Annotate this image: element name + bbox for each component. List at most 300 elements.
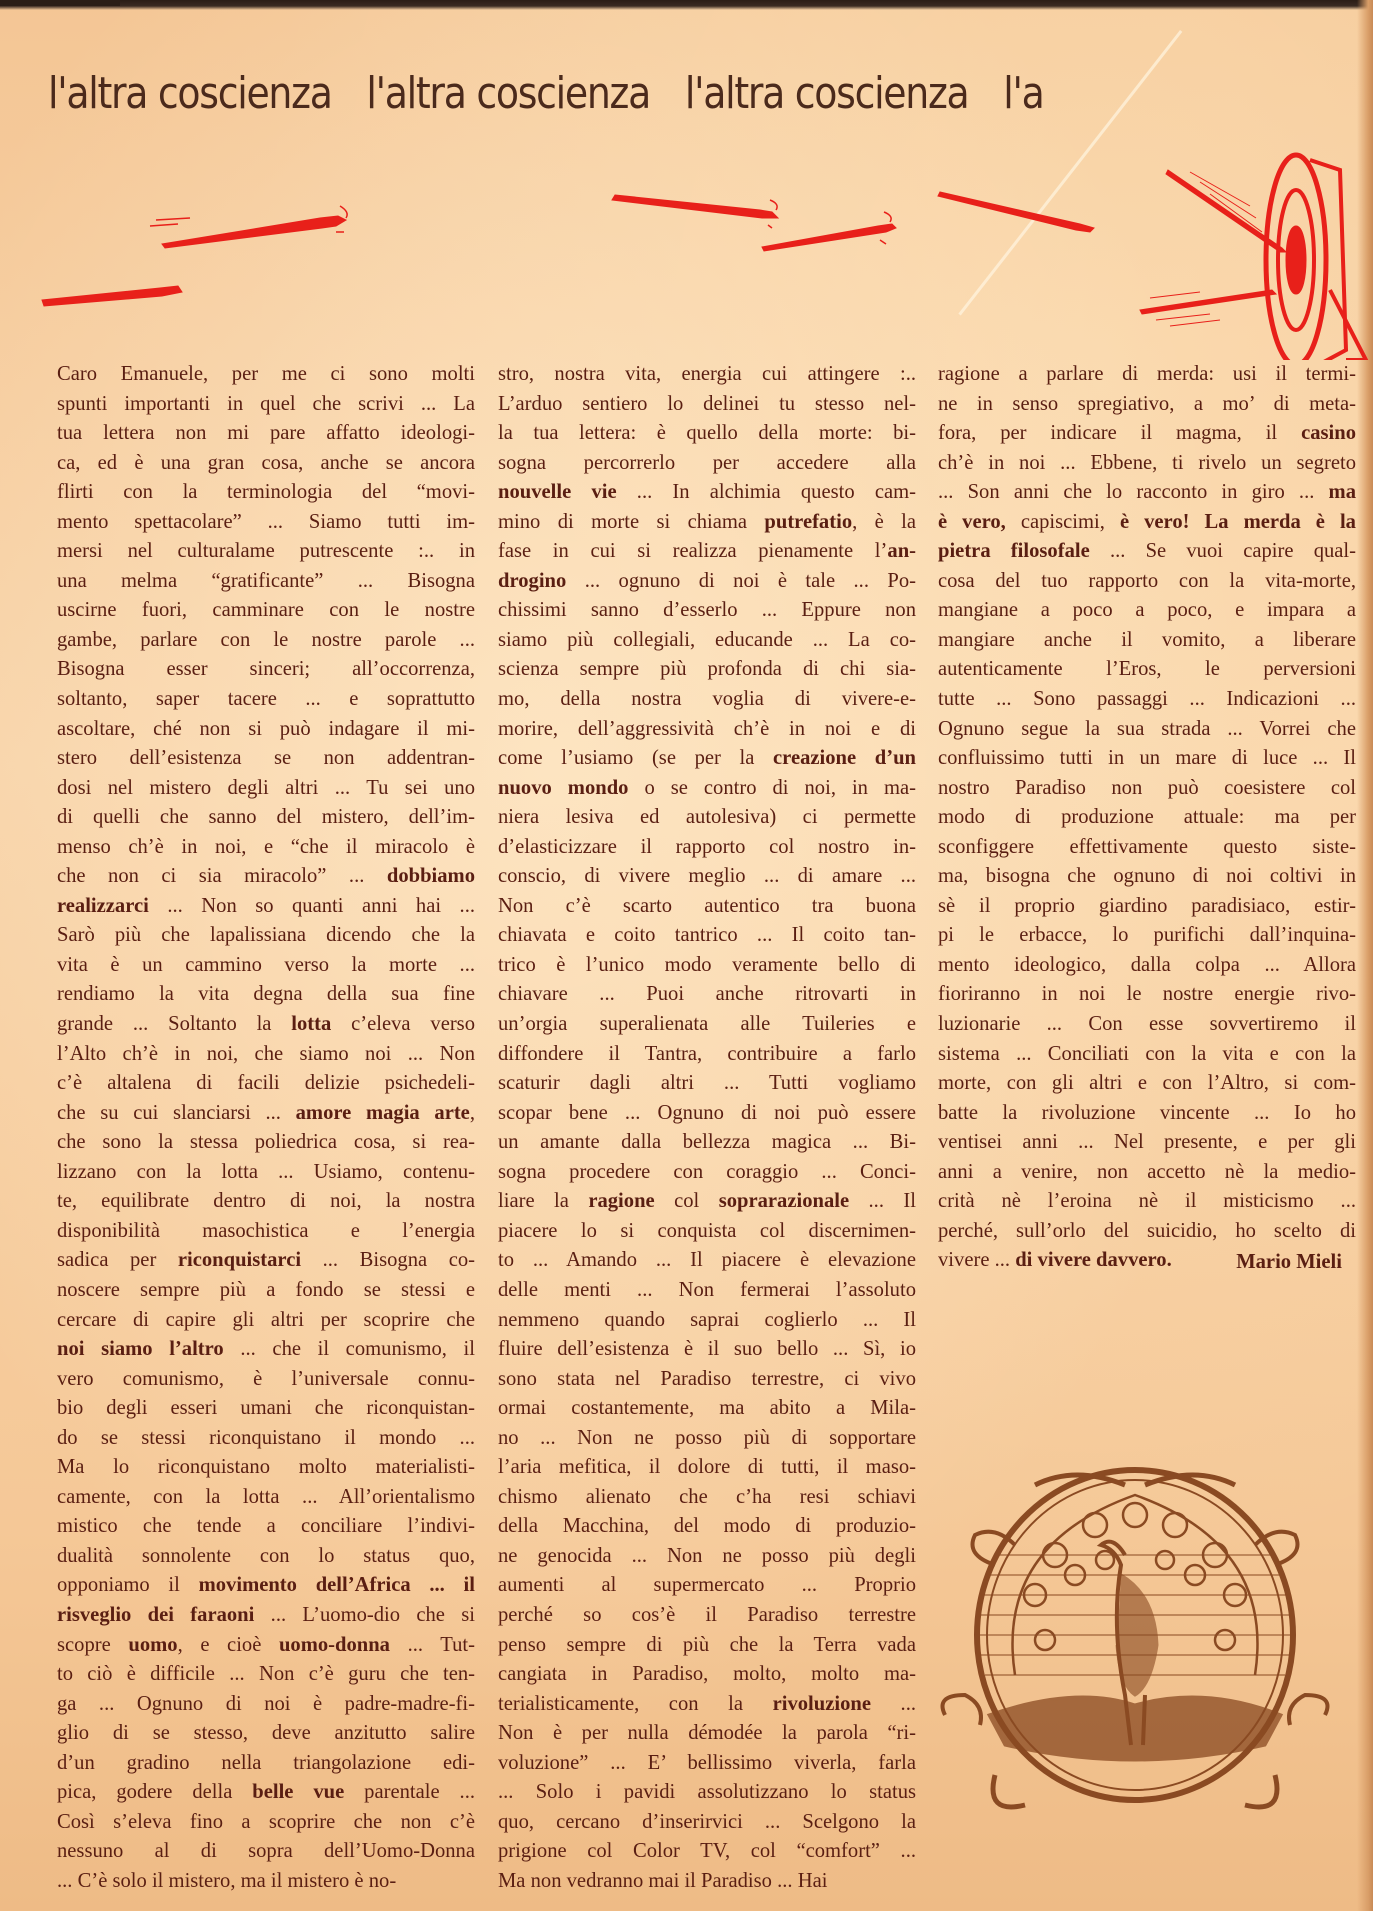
article-line bbox=[938, 1010, 1356, 1040]
bold-text: putrefatio bbox=[764, 510, 853, 533]
text-run: crità nè l’eroina nè il misticismo ... bbox=[938, 1190, 1356, 1213]
text-run: la tua lettera: è quello della morte: bi- bbox=[498, 422, 916, 445]
article-line bbox=[57, 1187, 475, 1217]
bold-text: creazione d’un bbox=[773, 747, 917, 770]
text-run: ormai costantemente, ma abito a Mila- bbox=[498, 1397, 916, 1420]
article-line bbox=[57, 390, 475, 420]
article-line bbox=[57, 1719, 475, 1749]
text-run: stro, nostra vita, energia cui attingere :.. bbox=[498, 363, 916, 385]
article-line bbox=[938, 360, 1356, 390]
text-run: ne in senso spregiativo, a mo’ di meta- bbox=[938, 392, 1356, 415]
article-line bbox=[57, 1867, 475, 1897]
article-line bbox=[57, 1571, 475, 1601]
article-line bbox=[57, 655, 475, 685]
text-run: mino di morte si chiama bbox=[498, 510, 765, 533]
article-line bbox=[57, 1778, 475, 1808]
article-line bbox=[498, 1778, 916, 1808]
text-run: dualità sonnolente con lo status quo, bbox=[57, 1544, 475, 1567]
text-run: sconfiggere effettivamente questo siste- bbox=[938, 835, 1356, 858]
article-line bbox=[57, 419, 475, 449]
text-run: chiavare ... Puoi anche ritrovarti in bbox=[498, 983, 916, 1006]
bold-text: rivoluzione bbox=[772, 1692, 871, 1715]
text-run: vita è un cammino verso la morte ... bbox=[57, 953, 475, 976]
text-run: sadica per bbox=[57, 1249, 178, 1272]
text-run: liare la bbox=[498, 1190, 589, 1213]
text-run: voluzione” ... E’ bellissimo viverla, farla bbox=[498, 1751, 916, 1774]
article-line bbox=[57, 1749, 475, 1779]
article-line bbox=[498, 626, 916, 656]
text-run: vero comunismo, è l’universale connu- bbox=[57, 1367, 475, 1390]
article-line bbox=[498, 1187, 916, 1217]
bold-text: è vero! La merda è la bbox=[1119, 510, 1356, 533]
text-run: aumenti al supermercato ... Proprio bbox=[498, 1574, 916, 1597]
article-line bbox=[57, 921, 475, 951]
text-run: disponibilità masochistica e l’energia bbox=[57, 1219, 475, 1242]
bold-text: movimento dell’Africa ... il bbox=[198, 1574, 475, 1597]
text-run: luzionarie ... Con esse sovvertiremo il bbox=[938, 1013, 1356, 1036]
author-signature: Mario Mieli bbox=[1236, 1251, 1342, 1273]
text-run: sè il proprio giardino paradisiaco, estir- bbox=[938, 894, 1356, 917]
text-run: d’elasticizzare il rapporto col nostro in- bbox=[498, 835, 916, 858]
text-run: mangiare anche il vomito, a liberare bbox=[938, 628, 1356, 651]
article-line bbox=[938, 892, 1356, 922]
text-run: parentale ... bbox=[344, 1781, 476, 1804]
bold-text: drogino bbox=[498, 569, 567, 592]
text-run: fioriranno in noi le nostre energie rivo- bbox=[938, 983, 1356, 1006]
article-line bbox=[498, 715, 916, 745]
text-run: tua lettera non mi pare affatto ideologi- bbox=[57, 422, 475, 445]
bold-text: amore magia arte bbox=[295, 1101, 470, 1124]
article-line bbox=[938, 1040, 1356, 1070]
text-run: tutte ... Sono passaggi ... Indicazioni ... bbox=[938, 688, 1356, 711]
article-line bbox=[57, 892, 475, 922]
article-line bbox=[57, 1010, 475, 1040]
article-line bbox=[57, 862, 475, 892]
article-line bbox=[938, 449, 1356, 479]
article-line bbox=[57, 1040, 475, 1070]
article-line bbox=[498, 1690, 916, 1720]
text-run: d’un gradino nella triangolazione edi- bbox=[57, 1751, 475, 1774]
article-line bbox=[57, 626, 475, 656]
pens-and-target-illustration bbox=[0, 120, 1373, 360]
text-run: un amante dalla bellezza magica ... Bi- bbox=[498, 1131, 916, 1154]
article-line bbox=[498, 390, 916, 420]
text-run: l’Alto ch’è in noi, che siamo noi ... Non bbox=[57, 1042, 475, 1065]
article-line bbox=[938, 774, 1356, 804]
bold-text: ma bbox=[1328, 481, 1356, 504]
article-line bbox=[938, 596, 1356, 626]
text-run: menso ch’è in noi, e “che il miracolo è bbox=[57, 835, 475, 858]
article-line bbox=[938, 803, 1356, 833]
text-run: fora, per indicare il magma, il bbox=[938, 422, 1302, 445]
article-line bbox=[498, 685, 916, 715]
article-line bbox=[938, 626, 1356, 656]
article-line bbox=[57, 1306, 475, 1336]
article-line bbox=[57, 508, 475, 538]
text-run: sistema ... Conciliati con la vita e con la bbox=[938, 1042, 1356, 1065]
text-run: Caro Emanuele, per me ci sono molti bbox=[57, 363, 475, 385]
article-line bbox=[498, 1453, 916, 1483]
article-line bbox=[938, 419, 1356, 449]
text-run: o se contro di noi, in ma- bbox=[628, 776, 916, 799]
article-line bbox=[498, 1867, 916, 1897]
text-run: chissimi sanno d’esserlo ... Eppure non bbox=[498, 599, 916, 622]
text-run: quo, cercano d’inserirvici ... Scelgono la bbox=[498, 1810, 916, 1833]
bold-text: realizzarci bbox=[57, 894, 149, 917]
article-line bbox=[57, 1690, 475, 1720]
bold-text: di vivere davvero. bbox=[1015, 1249, 1172, 1272]
article-line bbox=[498, 1040, 916, 1070]
article-line bbox=[57, 1394, 475, 1424]
article-line bbox=[57, 1158, 475, 1188]
text-run: to ... Amando ... Il piacere è elevazione bbox=[498, 1249, 916, 1272]
article-line bbox=[938, 980, 1356, 1010]
text-run: ... L’uomo-dio che si bbox=[254, 1603, 475, 1626]
text-run: nostro Paradiso non può coesistere col bbox=[938, 776, 1356, 799]
article-line bbox=[57, 449, 475, 479]
text-run: che su cui slanciarsi ... bbox=[57, 1101, 296, 1124]
text-run: Sarò più che lapalissiana dicendo che la bbox=[57, 924, 475, 947]
article-line bbox=[57, 1335, 475, 1365]
text-run: ragione a parlare di merda: usi il termi- bbox=[938, 363, 1356, 385]
scan-top-edge bbox=[0, 0, 1373, 10]
text-run: come l’usiamo (se per la bbox=[498, 747, 774, 770]
text-run: capiscimi, bbox=[1005, 510, 1120, 533]
article-line bbox=[57, 1246, 475, 1276]
text-run: modo di produzione attuale: ma per bbox=[938, 806, 1356, 829]
text-run: stero dell’esistenza se non addentran- bbox=[57, 747, 475, 770]
article-line bbox=[498, 1631, 916, 1661]
scan-top-edge-shadow bbox=[0, 0, 120, 6]
article-line bbox=[57, 1483, 475, 1513]
text-run: ... Tut- bbox=[389, 1633, 475, 1656]
text-run: vivere ... bbox=[938, 1249, 1016, 1272]
article-line bbox=[498, 1424, 916, 1454]
text-run: dosi nel mistero degli altri ... Tu sei uno bbox=[57, 776, 475, 799]
text-run: ... Son anni che lo racconto in giro ... bbox=[938, 481, 1329, 504]
text-run: ... Il bbox=[849, 1190, 916, 1213]
article-line bbox=[498, 360, 916, 390]
flying-pen-icon bbox=[938, 192, 1094, 232]
text-run: siamo più collegiali, educande ... La co- bbox=[498, 628, 916, 651]
flying-pen-icon bbox=[1140, 290, 1276, 326]
text-run: ... Bisogna co- bbox=[301, 1249, 475, 1272]
article-line bbox=[57, 596, 475, 626]
article-line bbox=[57, 1069, 475, 1099]
text-run: soltanto, saper tacere ... e soprattutto bbox=[57, 688, 475, 711]
article-line bbox=[57, 715, 475, 745]
article-line bbox=[498, 1394, 916, 1424]
text-run: bio degli esseri umani che riconquistan- bbox=[57, 1397, 475, 1420]
article-line bbox=[57, 951, 475, 981]
header-repeat: l'altra coscienza bbox=[48, 68, 332, 119]
text-run: perché so cos’è il Paradiso terrestre bbox=[498, 1603, 916, 1626]
article-line bbox=[498, 1483, 916, 1513]
article-line bbox=[57, 980, 475, 1010]
text-run: do se stessi riconquistano il mondo ... bbox=[57, 1426, 475, 1449]
article-line bbox=[938, 1069, 1356, 1099]
text-run: scopar bene ... Ognuno di noi può essere bbox=[498, 1101, 916, 1124]
text-run: Non è per nulla démodée la parola “ri- bbox=[498, 1722, 916, 1745]
bold-text: casino bbox=[1301, 422, 1356, 445]
text-run: batte la rivoluzione vincente ... Io ho bbox=[938, 1101, 1356, 1124]
article-line bbox=[498, 980, 916, 1010]
text-run: cangiata in Paradiso, molto, molto ma- bbox=[498, 1663, 916, 1686]
article-line bbox=[498, 508, 916, 538]
article-line bbox=[498, 655, 916, 685]
text-run: pica, godere della bbox=[57, 1781, 253, 1804]
article-line bbox=[498, 1099, 916, 1129]
text-run: te, equilibrate dentro di noi, la nostra bbox=[57, 1190, 475, 1213]
article-line bbox=[498, 1837, 916, 1867]
flying-pen-icon bbox=[762, 212, 896, 251]
text-run: , bbox=[469, 1101, 475, 1124]
article-line bbox=[57, 1217, 475, 1247]
article-line bbox=[57, 537, 475, 567]
article-line bbox=[57, 1601, 475, 1631]
text-run: che sono la stessa poliedrica cosa, si rea- bbox=[57, 1131, 475, 1154]
text-run: fase in cui si realizza pienamente l’ bbox=[498, 540, 888, 563]
text-run: nessuno al di sopra dell’Uomo-Donna bbox=[57, 1840, 475, 1863]
text-run: nemmeno quando saprai coglierlo ... Il bbox=[498, 1308, 916, 1331]
article-line bbox=[57, 478, 475, 508]
article-line bbox=[938, 951, 1356, 981]
article-line bbox=[498, 1010, 916, 1040]
article-line bbox=[57, 803, 475, 833]
text-run: chiavata e coito tantrico ... Il coito tan- bbox=[498, 924, 916, 947]
article-line bbox=[498, 1158, 916, 1188]
text-run: uscirne fuori, camminare con le nostre bbox=[57, 599, 475, 622]
article-line bbox=[498, 744, 916, 774]
article-line bbox=[498, 1601, 916, 1631]
text-run: ca, ed è una gran cosa, anche se ancora bbox=[57, 451, 475, 474]
article-line bbox=[57, 1424, 475, 1454]
article-line bbox=[57, 1542, 475, 1572]
text-run: sogna percorrerlo per accedere alla bbox=[498, 451, 916, 474]
article-line bbox=[498, 1660, 916, 1690]
bold-text: nuovo mondo bbox=[498, 776, 629, 799]
text-run: ... C’è solo il mistero, ma il mistero è no- bbox=[57, 1869, 397, 1892]
text-run: terialisticamente, con la bbox=[498, 1692, 773, 1715]
text-run: c’è altalena di facili delizie psichedeli- bbox=[57, 1072, 475, 1095]
text-run: delle menti ... Non fermerai l’assoluto bbox=[498, 1278, 916, 1301]
article-column-3 bbox=[938, 360, 1356, 1276]
article-line bbox=[57, 1660, 475, 1690]
text-run: morire, dell’aggressività ch’è in noi e di bbox=[498, 717, 916, 740]
flying-pen-icon bbox=[42, 286, 182, 306]
article-line bbox=[57, 1837, 475, 1867]
article-line bbox=[938, 567, 1356, 597]
text-run: scienza sempre più profonda di chi sia- bbox=[498, 658, 916, 681]
bold-text: an- bbox=[887, 540, 916, 563]
article-line bbox=[57, 1808, 475, 1838]
article-line bbox=[498, 1306, 916, 1336]
text-run: rendiamo la vita degna della sua fine bbox=[57, 983, 475, 1006]
article-line bbox=[498, 1719, 916, 1749]
text-run: ... Se vuoi capire qual- bbox=[1089, 540, 1357, 563]
bold-text: lotta bbox=[291, 1013, 332, 1036]
article-line bbox=[57, 360, 475, 390]
article-line bbox=[938, 1217, 1356, 1247]
article-line bbox=[498, 537, 916, 567]
text-run: sono stata nel Paradiso terrestre, ci vivo bbox=[498, 1367, 916, 1390]
header-repeat: l'altra coscienza bbox=[684, 68, 969, 119]
article-line bbox=[498, 1069, 916, 1099]
article-line bbox=[938, 390, 1356, 420]
text-run: un’orgia superalienata alle Tuileries e bbox=[498, 1013, 916, 1036]
header-repeat: l'a bbox=[1003, 68, 1044, 119]
bold-text: ragione bbox=[588, 1190, 655, 1213]
flying-pen-icon bbox=[612, 195, 778, 228]
text-run: prigione col Color TV, col “comfort” ... bbox=[498, 1840, 916, 1863]
article-line bbox=[938, 508, 1356, 538]
text-run: c’eleva verso bbox=[331, 1013, 475, 1036]
bold-text: nouvelle vie bbox=[498, 481, 617, 504]
article-column-1 bbox=[57, 360, 475, 1896]
text-run: col bbox=[654, 1190, 719, 1213]
bold-text: uomo-donna bbox=[278, 1633, 390, 1656]
text-run: L’arduo sentiero lo delinei tu stesso nel- bbox=[498, 392, 916, 415]
article-line bbox=[938, 1158, 1356, 1188]
text-run: mento ideologico, dalla colpa ... Allora bbox=[938, 953, 1356, 976]
text-run: di quelli che sanno del mistero, dell’im- bbox=[57, 806, 475, 829]
article-line bbox=[938, 1187, 1356, 1217]
peacock-engraving bbox=[925, 1445, 1345, 1835]
text-run: Bisogna esser sinceri; all’occorrenza, bbox=[57, 658, 475, 681]
article-line bbox=[498, 803, 916, 833]
text-run: mo, della nostra voglia di vivere-e- bbox=[498, 688, 916, 711]
flying-pen-icon bbox=[150, 206, 347, 248]
text-run: ventisei anni ... Nel presente, e per gli bbox=[938, 1131, 1356, 1154]
article-line bbox=[57, 833, 475, 863]
text-run: ne genocida ... Non ne posso più degli bbox=[498, 1544, 916, 1567]
target-icon bbox=[1266, 155, 1366, 360]
text-run: ch’è in noi ... Ebbene, ti rivelo un segreto bbox=[938, 451, 1356, 474]
text-run: pi le erbacce, lo purifichi dall’inquina- bbox=[938, 924, 1356, 947]
text-run: Ma lo riconquistano molto materialisti- bbox=[57, 1456, 475, 1479]
text-run: camente, con la lotta ... All’orientalismo bbox=[57, 1485, 475, 1508]
text-run: flirti con la terminologia del “movi- bbox=[57, 481, 475, 504]
article-line bbox=[498, 449, 916, 479]
article-line bbox=[498, 478, 916, 508]
text-run: ma, bisogna che ognuno di noi coltivi in bbox=[938, 865, 1356, 888]
text-run: ... bbox=[870, 1692, 916, 1715]
text-run: diffondere il Tantra, contribuire a farlo bbox=[498, 1042, 916, 1065]
article-line bbox=[938, 862, 1356, 892]
text-run: noscere sempre più a fondo se stessi e bbox=[57, 1278, 475, 1301]
article-line bbox=[938, 537, 1356, 567]
text-run: opponiamo il bbox=[57, 1574, 199, 1597]
text-run: cosa del tuo rapporto con la vita-morte, bbox=[938, 569, 1356, 592]
text-run: , è la bbox=[852, 510, 917, 533]
article-line bbox=[498, 567, 916, 597]
text-run: una melma “gratificante” ... Bisogna bbox=[57, 569, 475, 592]
bold-text: riconquistarci bbox=[177, 1249, 302, 1272]
bold-text: belle vue bbox=[252, 1781, 345, 1804]
article-line bbox=[938, 1128, 1356, 1158]
article-line bbox=[498, 951, 916, 981]
article-line bbox=[57, 685, 475, 715]
article-line bbox=[498, 1276, 916, 1306]
article-line bbox=[938, 685, 1356, 715]
text-run: morte, con gli altri e con l’Altro, si com- bbox=[938, 1072, 1356, 1095]
article-line bbox=[57, 1512, 475, 1542]
text-run: ... ognuno di noi è tale ... Po- bbox=[566, 569, 916, 592]
text-run: mistico che tende a conciliare l’indivi- bbox=[57, 1515, 475, 1538]
article-line bbox=[498, 1571, 916, 1601]
bold-text: soprarazionale bbox=[718, 1190, 850, 1213]
article-line bbox=[498, 1808, 916, 1838]
text-run: mento spettacolare” ... Siamo tutti im- bbox=[57, 510, 475, 533]
text-run: penso sempre di più che la Terra vada bbox=[498, 1633, 916, 1656]
text-run: Ma non vedranno mai il Paradiso ... Hai bbox=[498, 1869, 828, 1892]
bold-text: pietra filosofale bbox=[938, 540, 1090, 563]
text-run: anni a venire, non accetto nè la medio- bbox=[938, 1160, 1356, 1183]
article-line bbox=[938, 715, 1356, 745]
article-line bbox=[498, 862, 916, 892]
article-line bbox=[938, 478, 1356, 508]
text-run: ... In alchimia questo cam- bbox=[616, 481, 916, 504]
bold-text: risveglio dei faraoni bbox=[57, 1603, 255, 1626]
text-run: ga ... Ognuno di noi è padre-madre-fi- bbox=[57, 1692, 475, 1715]
text-run: , e cioè bbox=[177, 1633, 279, 1656]
article-line bbox=[938, 833, 1356, 863]
article-line bbox=[498, 892, 916, 922]
text-run: scaturir dagli altri ... Tutti vogliamo bbox=[498, 1072, 916, 1095]
article-line bbox=[57, 1128, 475, 1158]
text-run: conscio, di vivere meglio ... di amare ... bbox=[498, 865, 916, 888]
article-line bbox=[57, 744, 475, 774]
text-run: Ognuno segue la sua strada ... Vorrei che bbox=[938, 717, 1356, 740]
text-run: grande ... Soltanto la bbox=[57, 1013, 292, 1036]
article-line bbox=[498, 1246, 916, 1276]
article-line bbox=[57, 1365, 475, 1395]
article-line bbox=[498, 921, 916, 951]
text-run: ... Solo i pavidi assolutizzano lo status bbox=[498, 1781, 916, 1804]
text-run: Così s’eleva fino a scoprire che non c’è bbox=[57, 1810, 475, 1833]
article-line bbox=[57, 1631, 475, 1661]
article-line bbox=[498, 1749, 916, 1779]
bold-text: uomo bbox=[128, 1633, 178, 1656]
article-line bbox=[57, 1276, 475, 1306]
article-line bbox=[498, 596, 916, 626]
text-run: gambe, parlare con le nostre parole ... bbox=[57, 628, 475, 651]
article-line bbox=[938, 1099, 1356, 1129]
text-run: l’aria mefitica, il dolore di tutti, il maso- bbox=[498, 1456, 916, 1479]
text-run: sogna procedere con coraggio ... Conci- bbox=[498, 1160, 916, 1183]
text-run: cercare di capire gli altri per scoprire che bbox=[57, 1308, 475, 1331]
article-line bbox=[498, 774, 916, 804]
article-line bbox=[938, 744, 1356, 774]
article-column-2 bbox=[498, 360, 916, 1896]
article-line bbox=[57, 1099, 475, 1129]
header-repeat: l'altra coscienza bbox=[366, 68, 651, 119]
bold-text: dobbiamo bbox=[386, 865, 475, 888]
article-line bbox=[498, 1542, 916, 1572]
bold-text: noi siamo l’altro bbox=[57, 1338, 224, 1361]
text-run: trico è l’unico modo veramente bello di bbox=[498, 953, 916, 976]
article-line bbox=[938, 921, 1356, 951]
text-run: spunti importanti in quel che scrivi ... La bbox=[57, 392, 475, 415]
text-run: Non c’è scarto autentico tra buona bbox=[498, 894, 916, 917]
text-run: ... che il comunismo, il bbox=[223, 1338, 476, 1361]
text-run: no ... Non ne posso più di sopportare bbox=[498, 1426, 916, 1449]
text-run: glio di se stesso, deve anzitutto salire bbox=[57, 1722, 475, 1745]
text-run: ... Non so quanti anni hai ... bbox=[148, 894, 475, 917]
text-run: niera lesiva ed autolesiva) ci permette bbox=[498, 806, 916, 829]
text-run: della Macchina, del modo di produzio- bbox=[498, 1515, 916, 1538]
text-run: mersi nel culturalame putrescente :.. in bbox=[57, 540, 475, 563]
